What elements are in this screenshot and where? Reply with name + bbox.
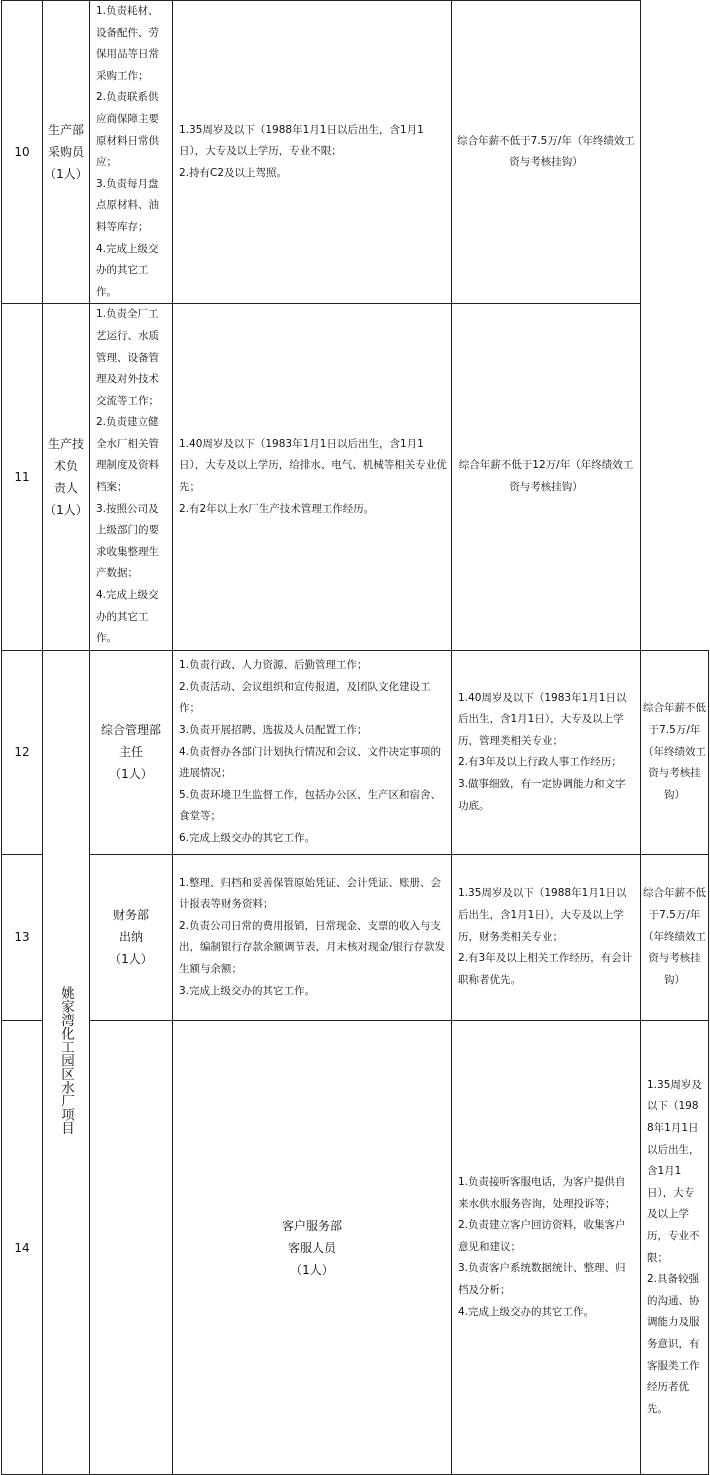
requirements-cell	[452, 854, 641, 1020]
position-title	[173, 1020, 452, 1474]
row-number: 13	[2, 854, 43, 1020]
position-line: 责人	[53, 481, 78, 496]
position-line: 主任	[118, 745, 143, 760]
requirement-item: 1.35周岁及以下（1988年1月1日以后出生，含1月1日），大专及以上学历，财务类相关专业；	[458, 887, 627, 943]
salary-cell: 综合年薪不低于7.5万/年（年终绩效工资与考核挂钩）	[452, 1, 641, 304]
duty-item: 2.负责建立客户回访资料，收集客户意见和建议；	[458, 1219, 626, 1253]
recruitment-table	[1, 0, 709, 1475]
duty-item: 2.负责建立健全水厂相关管理制度及资料档案；	[96, 416, 159, 494]
requirement-item: 2.具备较强的沟通、协调能力及服务意识，有客服类工作经历者优先。	[647, 1273, 700, 1415]
table-row	[2, 1020, 709, 1474]
duties-cell	[452, 1020, 641, 1474]
duty-item: 6.完成上级交办的其它工作。	[179, 831, 316, 844]
position-line: 客户服务部	[281, 1218, 342, 1233]
duty-item: 1.负责行政、人力资源、后勤管理工作；	[179, 659, 368, 672]
table-row	[2, 304, 709, 651]
duty-item: 4.完成上级交办的其它工作。	[458, 1305, 595, 1318]
requirement-item: 1.40周岁及以下（1983年1月1日以后出生，含1月1日），大专及以上学历，给排水、电气、机械等相关专业优先；	[179, 437, 447, 494]
duty-item: 3.完成上级交办的其它工作。	[179, 984, 316, 997]
project-name-continuation	[90, 1020, 173, 1474]
duty-item: 1.整理、归档和妥善保管原始凭证、会计凭证、账册、会计报表等财务资料；	[179, 876, 442, 911]
requirement-item: 1.35周岁及以下（1988年1月1日以后出生，含1月1日），大专及以上学历，专业不限；	[647, 1078, 702, 1264]
table-row	[2, 854, 709, 1020]
duties-cell	[90, 1, 173, 304]
requirement-item: 2.持有C2及以上驾照。	[179, 166, 288, 179]
position-title	[90, 650, 173, 854]
requirement-item: 2.有3年及以上行政人事工作经历；	[458, 756, 622, 769]
requirements-cell	[173, 304, 452, 651]
requirement-item: 2.有2年以上水厂生产技术管理工作经历。	[179, 502, 375, 515]
duties-cell	[173, 650, 452, 854]
salary-cell: 综合年薪不低于7.5万/年（年终绩效工资与考核挂钩）	[641, 650, 709, 854]
row-number: 12	[2, 650, 43, 854]
requirements-cell	[452, 650, 641, 854]
position-title	[43, 1, 90, 304]
table-row	[2, 650, 709, 854]
requirement-item: 1.35周岁及以下（1988年1月1日以后出生，含1月1日），大专及以上学历，专业不限；	[179, 123, 424, 158]
duty-item: 4.完成上级交办的其它工作。	[96, 242, 159, 298]
duty-item: 4.完成上级交办的其它工作。	[96, 589, 159, 645]
requirement-item: 2.有3年及以上相关工作经历，有会计职称者优先。	[458, 952, 633, 986]
duty-item: 1.负责耗材、设备配件、劳保用品等日常采购工作；	[96, 5, 159, 82]
salary-cell: 综合年薪不低于12万/年（年终绩效工资与考核挂钩）	[452, 304, 641, 651]
position-title	[90, 854, 173, 1020]
project-name: 姚家湾化工园区水厂项目	[58, 986, 74, 1135]
duty-item: 3.按照公司及上级部门的要求收集整理生产数据；	[96, 502, 159, 580]
position-line: （1人）	[44, 167, 88, 182]
position-line: 综合管理部	[100, 723, 161, 738]
duty-item: 2.负责活动、会议组织和宣传报道，及团队文化建设工作；	[179, 680, 431, 715]
duty-item: 3.负责开展招聘、选拔及人员配置工作；	[179, 723, 368, 736]
duty-item: 3.负责客户系统数据统计、整理、归档及分析；	[458, 1262, 626, 1296]
requirement-item: 3.做事细致，有一定协调能力和文字功底。	[458, 777, 626, 812]
row-number: 14	[2, 1020, 43, 1474]
position-title	[43, 304, 90, 651]
table-row	[2, 1, 709, 304]
position-line: 生产技术负	[47, 437, 84, 474]
position-line: （1人）	[109, 767, 153, 782]
position-line: 财务部	[112, 908, 149, 923]
duties-cell	[173, 854, 452, 1020]
row-number: 10	[2, 1, 43, 304]
position-line: （1人）	[109, 952, 153, 967]
row-number: 11	[2, 304, 43, 651]
duty-item: 2.负责公司日常的费用报销，日常现金、支票的收入与支出，编制银行存款余额调节表，月末核对现金/银行存款发生额与余额；	[179, 919, 446, 975]
duty-item: 4.负责督办各部门计划执行情况和会议、文件决定事项的进展情况；	[179, 745, 442, 780]
position-line: 客服人员	[287, 1240, 336, 1255]
position-line: （1人）	[290, 1262, 334, 1277]
requirement-item: 1.40周岁及以下（1983年1月1日以后出生，含1月1日），大专及以上学历，管理类相关专业；	[458, 691, 627, 747]
position-line: 出纳	[118, 930, 143, 945]
duty-item: 1.负责接听客服电话，为客户提供自来水供水服务咨询，处理投诉等；	[458, 1175, 626, 1210]
project-name-cell	[43, 650, 90, 1474]
duty-item: 3.负责每月盘点原材料、油料等库存；	[96, 177, 159, 233]
position-line: 生产部	[47, 123, 84, 138]
requirements-cell	[173, 1, 452, 304]
duty-item: 2.负责联系供应商保障主要原材料日常供应；	[96, 91, 159, 169]
position-line: （1人）	[44, 503, 88, 518]
requirements-cell	[641, 1020, 709, 1474]
position-line: 采购员	[47, 145, 84, 160]
duty-item: 5.负责环境卫生监督工作，包括办公区、生产区和宿舍、食堂等；	[179, 788, 442, 823]
duties-cell	[90, 304, 173, 651]
salary-cell: 综合年薪不低于7.5万/年（年终绩效工资与考核挂钩）	[641, 854, 709, 1020]
duty-item: 1.负责全厂工艺运行、水质管理、设备管理及对外技术交流等工作；	[96, 308, 159, 407]
